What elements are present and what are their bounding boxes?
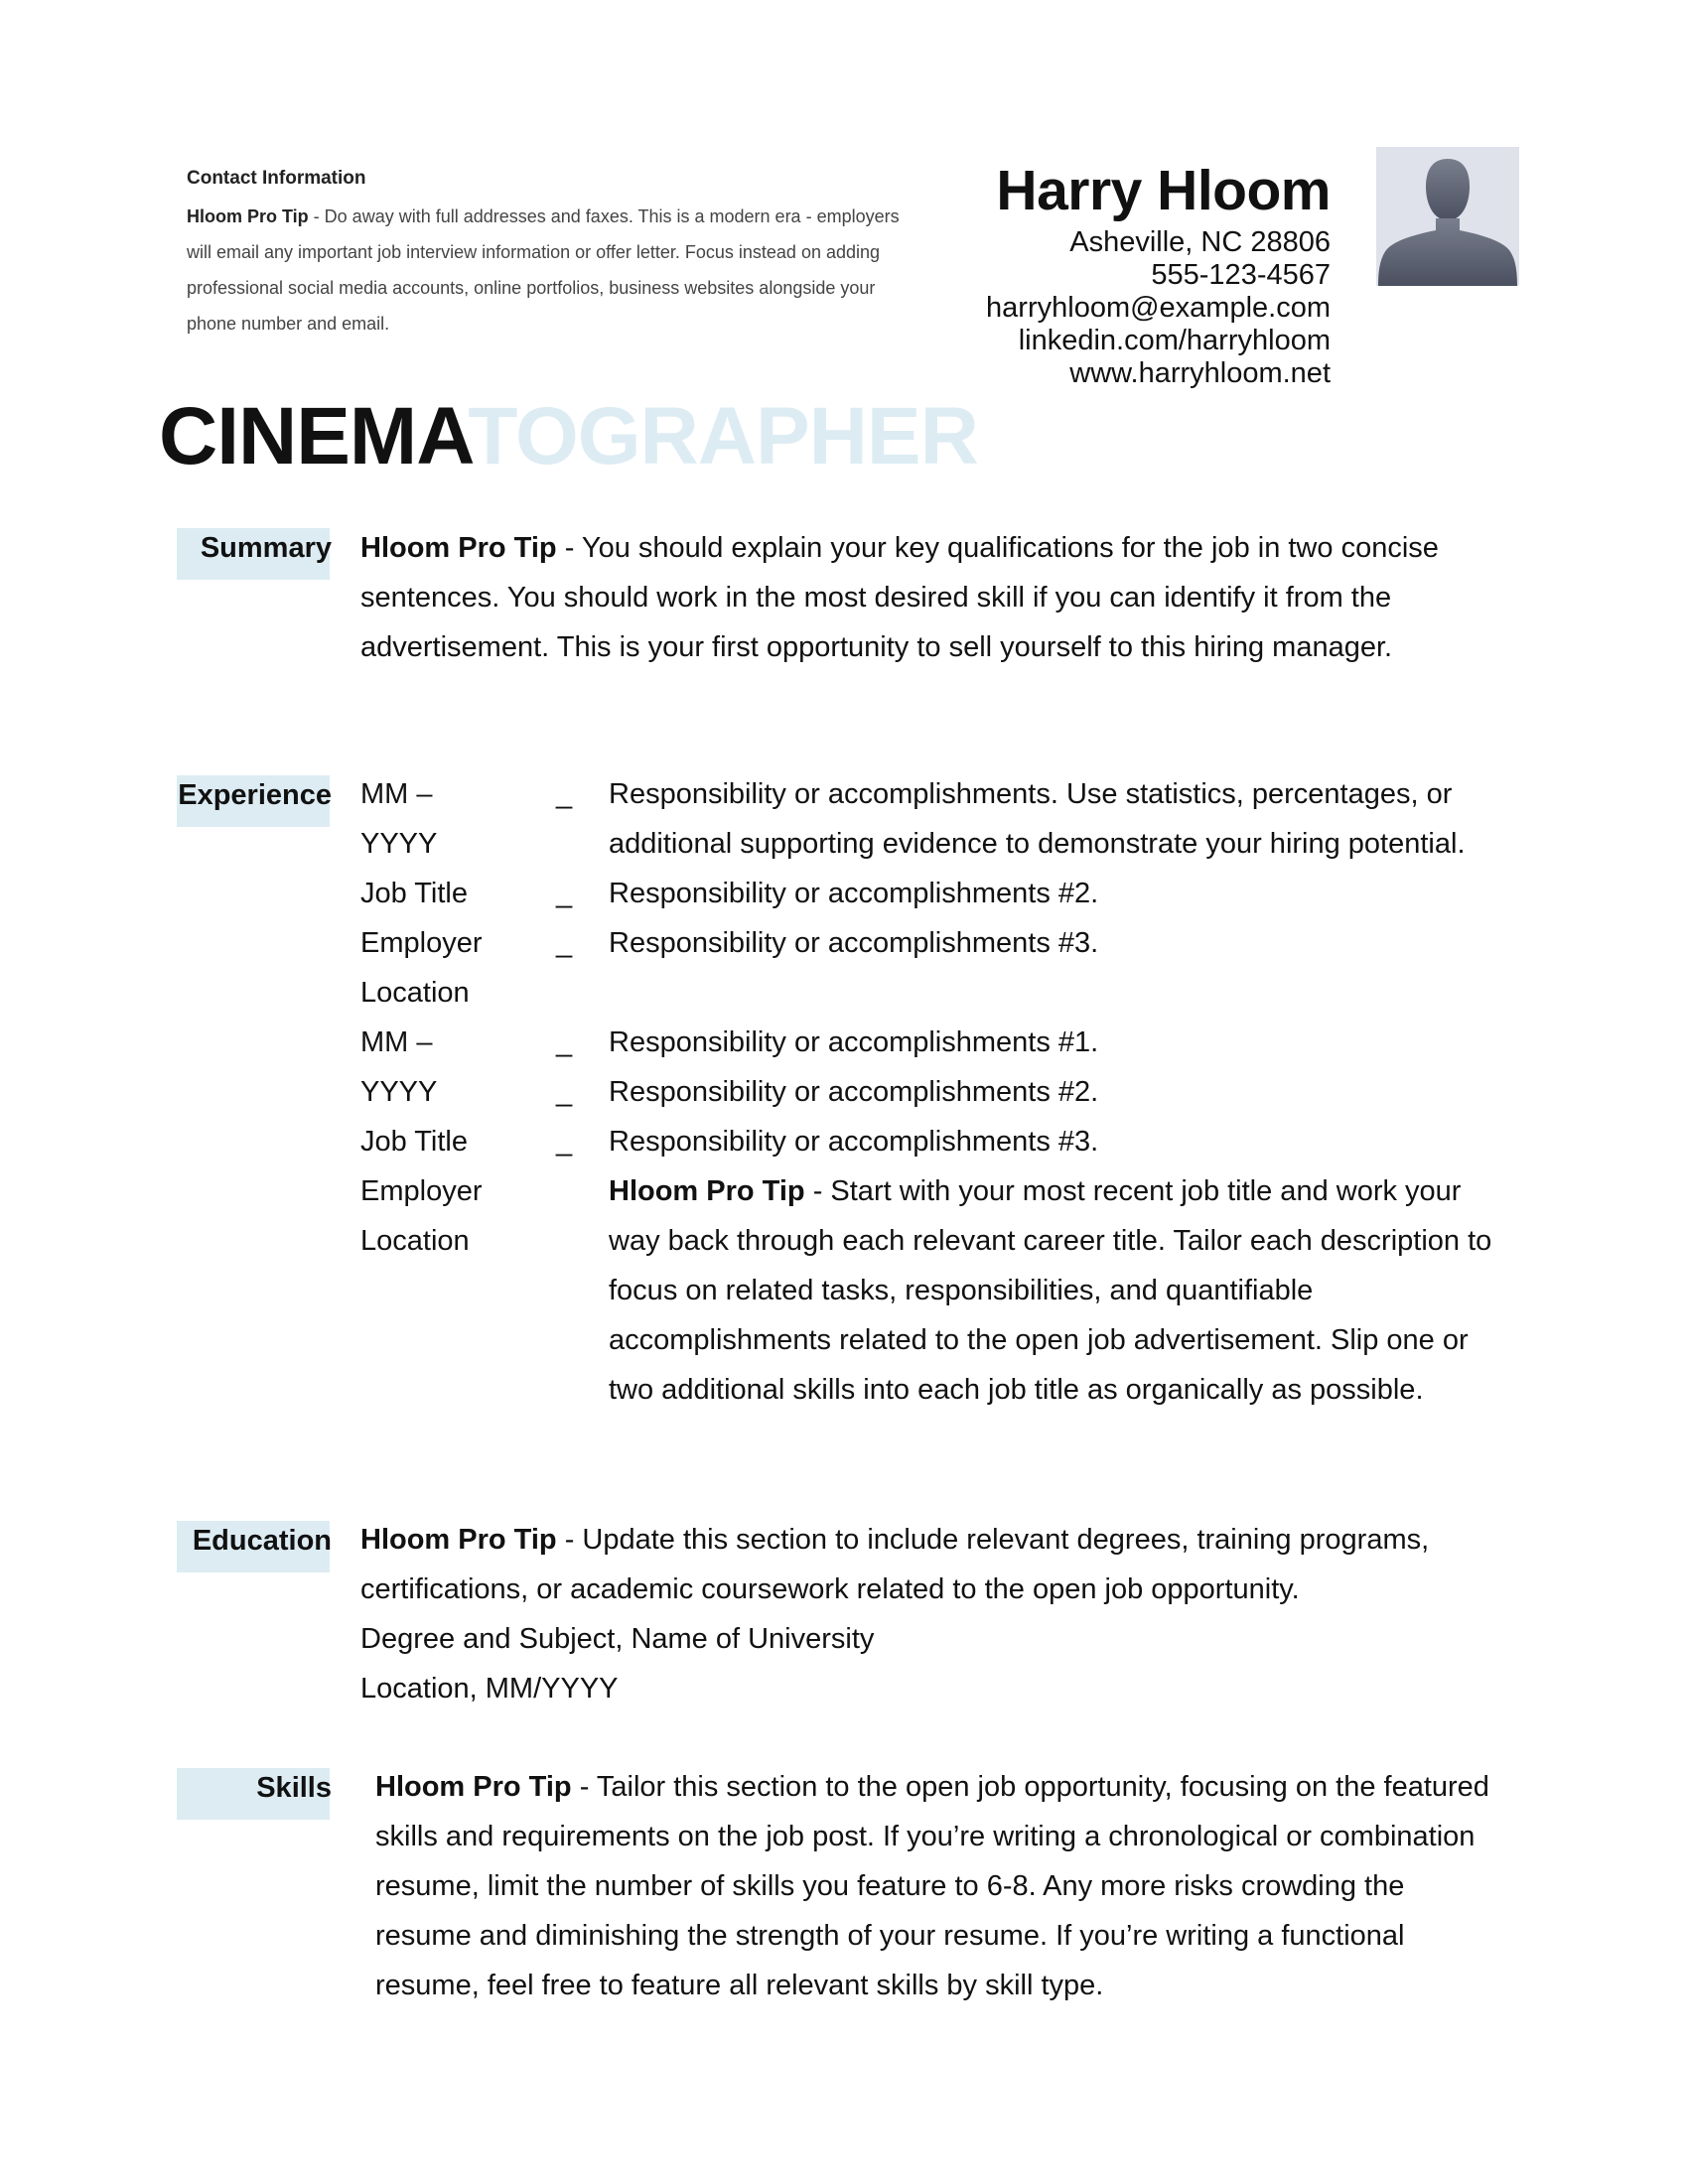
tip-label: Hloom Pro Tip	[360, 532, 557, 564]
tip-label: Hloom Pro Tip	[187, 206, 309, 226]
tip-body: - Do away with full addresses and faxes. This is a modern era - employers will email any important job interview information or offer letter. Focus instead on adding professional social media accounts, online portfolios, business websites alongside your phone number and email.	[187, 206, 900, 334]
date-start: MM –	[360, 778, 433, 810]
education-content	[360, 1515, 1443, 1713]
linkedin: linkedin.com/harryhloom	[1018, 325, 1331, 356]
date-end: YYYY	[360, 1076, 438, 1108]
tip-body: - You should explain your key qualifications for the job in two concise sentences. You should work in the most desired skill if you can identify it from the advertisement. This is your first opportunity to sell yourself to this hiring manager.	[360, 532, 1439, 663]
location: Location	[360, 1225, 470, 1257]
bullet: _	[556, 927, 573, 959]
experience-tip	[609, 1166, 1502, 1415]
tip-label: Hloom Pro Tip	[360, 1524, 557, 1556]
job-title: Job Title	[360, 878, 468, 909]
responsibility: Responsibility or accomplishments. Use statistics, percentages, or additional supporting evidence to demonstrate your hiring potential.	[609, 778, 1466, 860]
job-2-meta	[360, 1018, 539, 1266]
summary-text	[360, 523, 1443, 672]
date-end: YYYY	[360, 828, 438, 860]
job-2-bullets	[556, 1018, 586, 1166]
contact-info-tip	[187, 167, 902, 341]
address: Asheville, NC 28806	[1069, 226, 1331, 258]
education-location-date: Location, MM/YYYY	[360, 1673, 619, 1705]
responsibility: Responsibility or accomplishments #3.	[609, 1126, 1099, 1158]
tip-label: Hloom Pro Tip	[375, 1771, 572, 1803]
website: www.harryhloom.net	[1069, 357, 1331, 389]
avatar	[1376, 147, 1519, 286]
responsibility: Responsibility or accomplishments #2.	[609, 1076, 1099, 1108]
bullet: _	[556, 878, 573, 909]
job-1-responsibilities	[609, 769, 1502, 968]
bullet: _	[556, 1126, 573, 1158]
responsibility: Responsibility or accomplishments #2.	[609, 878, 1099, 909]
contact-info-heading: Contact Information	[187, 168, 366, 189]
email: harryhloom@example.com	[986, 292, 1331, 324]
skills-content	[375, 1762, 1497, 2010]
responsibility: Responsibility or accomplishments #1.	[609, 1026, 1099, 1058]
bullet: _	[556, 778, 573, 810]
title-light: TOGRAPHER	[468, 391, 978, 481]
tip-body: - Update this section to include relevant degrees, training programs, certifications, or academic coursework related to the open job opportunity.	[360, 1524, 1430, 1605]
responsibility: Responsibility or accomplishments #3.	[609, 927, 1099, 959]
employer: Employer	[360, 1175, 483, 1207]
title-dark: CINEMA	[159, 391, 469, 481]
education-tip	[360, 1515, 1443, 1614]
date-start: MM –	[360, 1026, 433, 1058]
name-block	[986, 155, 1331, 390]
education-label: Education	[177, 1521, 330, 1572]
tip-body: - Start with your most recent job title and work your way back through each relevant career title. Tailor each description to focus on related tasks, responsibilities, and quantifiable accomplishments related to the open job advertisement. Slip one or two additional skills into each job title as organically as possible.	[609, 1175, 1492, 1406]
phone: 555-123-4567	[1151, 259, 1331, 291]
job-title-heading	[159, 389, 978, 484]
tip-body: - Tailor this section to the open job opportunity, focusing on the featured skills and requirements on the job post. If you’re writing a chronological or combination resume, limit the number of skills you feature to 6-8. Any more risks crowding the resume and diminishing the strength of your resume. If you’re writing a functional resume, feel free to feature all relevant skills by skill type.	[375, 1771, 1489, 2001]
job-title: Job Title	[360, 1126, 468, 1158]
job-1-meta	[360, 769, 539, 1018]
job-1-bullets	[556, 769, 586, 968]
tip-label: Hloom Pro Tip	[609, 1175, 805, 1207]
degree: Degree and Subject, Name of University	[360, 1623, 875, 1655]
bullet: _	[556, 1076, 573, 1108]
person-silhouette-icon	[1376, 147, 1519, 286]
location: Location	[360, 977, 470, 1009]
bullet: _	[556, 1026, 573, 1058]
employer: Employer	[360, 927, 483, 959]
summary-label: Summary	[177, 528, 330, 580]
experience-label: Experience	[177, 775, 330, 827]
candidate-name: Harry Hloom	[996, 159, 1331, 222]
job-2-responsibilities	[609, 1018, 1502, 1415]
contact-tip-text	[187, 199, 902, 341]
skills-label: Skills	[177, 1768, 330, 1820]
